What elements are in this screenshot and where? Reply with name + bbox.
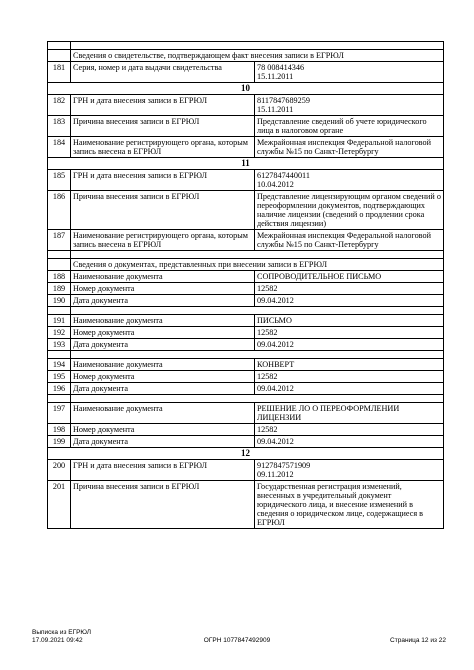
group-header-row [48,50,444,62]
table-row [48,295,444,307]
spacer-cell [71,42,444,50]
footer-page-number: Страница 12 из 22 [390,637,446,644]
spacer-cell [71,395,444,403]
row-value: 09.04.2012 [255,339,444,351]
row-value: 8117847689259 15.11.2011 [255,95,444,116]
row-label: Наименование документа [71,271,255,283]
row-value: Межрайонная инспекция Федеральной налоговой службы №15 по Санкт-Петербургу [255,137,444,158]
spacer-num-cell [48,351,71,359]
row-value: Государственная регистрация изменений, внесенных в учредительный документ юридического лица, и внесение изменений в сведения о юридическом лице, содержащиеся в ЕГРЮЛ [255,481,444,529]
egrul-table [47,41,444,529]
row-label: Наименование регистрирующего органа, которым запись внесена в ЕГРЮЛ [71,230,255,251]
row-value: Межрайонная инспекция Федеральной налоговой службы №15 по Санкт-Петербургу [255,230,444,251]
row-value: 09.04.2012 [255,295,444,307]
table-row [48,339,444,351]
row-label: Наименование документа [71,403,255,424]
spacer-row [48,251,444,259]
row-label: Номер документа [71,371,255,383]
spacer-cell [71,251,444,259]
row-number: 194 [48,359,71,371]
table-row [48,170,444,191]
spacer-row [48,307,444,315]
section-number-row [48,83,444,95]
row-label: Причина внесения записи в ЕГРЮЛ [71,191,255,230]
row-value: 09.04.2012 [255,436,444,448]
table-row [48,403,444,424]
row-label: ГРН и дата внесения записи в ЕГРЮЛ [71,460,255,481]
row-label: Номер документа [71,283,255,295]
table-row [48,371,444,383]
spacer-num-cell [48,395,71,403]
table-row [48,436,444,448]
row-value: РЕШЕНИЕ ЛО О ПЕРЕОФОРМЛЕНИИ ЛИЦЕНЗИИ [255,403,444,424]
table-row [48,481,444,529]
section-number-row [48,158,444,170]
group-header-num-cell [48,259,71,271]
row-number: 195 [48,371,71,383]
table-row [48,230,444,251]
table-row [48,283,444,295]
row-value: 12582 [255,424,444,436]
group-header-num-cell [48,50,71,62]
row-number: 193 [48,339,71,351]
row-number: 191 [48,315,71,327]
row-number: 189 [48,283,71,295]
row-number: 192 [48,327,71,339]
spacer-cell [71,351,444,359]
footer-ogrn: ОГРН 1077847492909 [203,637,271,644]
row-value: ПИСЬМО [255,315,444,327]
row-label: Номер документа [71,327,255,339]
row-label: Наименование документа [71,315,255,327]
row-value: СОПРОВОДИТЕЛЬНОЕ ПИСЬМО [255,271,444,283]
group-header-text: Сведения о свидетельстве, подтверждающем факт внесения записи в ЕГРЮЛ [71,50,444,62]
spacer-row [48,351,444,359]
row-label: Дата документа [71,436,255,448]
row-number: 181 [48,62,71,83]
row-number: 199 [48,436,71,448]
table-row [48,137,444,158]
spacer-cell [71,307,444,315]
table-row [48,359,444,371]
row-value: КОНВЕРТ [255,359,444,371]
row-value: 09.04.2012 [255,383,444,395]
spacer-row [48,395,444,403]
row-label: ГРН и дата внесения записи в ЕГРЮЛ [71,170,255,191]
row-number: 187 [48,230,71,251]
footer-doc-title: Выписка из ЕГРЮЛ [32,629,91,636]
row-value: 6127847440011 10.04.2012 [255,170,444,191]
row-number: 190 [48,295,71,307]
row-number: 197 [48,403,71,424]
row-number: 185 [48,170,71,191]
table-row [48,95,444,116]
spacer-num-cell [48,251,71,259]
row-value: Представление сведений об учете юридического лица в налоговом органе [255,116,444,137]
table-row [48,383,444,395]
row-number: 196 [48,383,71,395]
section-number: 11 [48,158,444,170]
row-label: ГРН и дата внесения записи в ЕГРЮЛ [71,95,255,116]
table-row [48,62,444,83]
row-number: 183 [48,116,71,137]
row-number: 198 [48,424,71,436]
row-label: Наименование документа [71,359,255,371]
table-row [48,327,444,339]
row-value: 9127847571909 09.11.2012 [255,460,444,481]
table-row [48,191,444,230]
table-row [48,424,444,436]
row-label: Серия, номер и дата выдачи свидетельства [71,62,255,83]
section-number: 12 [48,448,444,460]
row-label: Причина внесения записи в ЕГРЮЛ [71,116,255,137]
table-row [48,116,444,137]
table-row [48,315,444,327]
row-number: 182 [48,95,71,116]
spacer-row [48,42,444,50]
spacer-num-cell [48,307,71,315]
row-label: Наименование регистрирующего органа, которым запись внесена в ЕГРЮЛ [71,137,255,158]
row-number: 186 [48,191,71,230]
row-label: Номер документа [71,424,255,436]
row-value: 78 008414346 15.11.2011 [255,62,444,83]
table-row [48,460,444,481]
row-number: 184 [48,137,71,158]
row-value: Представление лицензирующим органом сведений о переоформлении документов, подтверждающих наличие лицензии (сведений о продлении срока действия лицензии) [255,191,444,230]
row-label: Дата документа [71,339,255,351]
row-label: Причина внесения записи в ЕГРЮЛ [71,481,255,529]
table-row [48,271,444,283]
spacer-num-cell [48,42,71,50]
row-number: 201 [48,481,71,529]
row-label: Дата документа [71,383,255,395]
group-header-row [48,259,444,271]
row-value: 12582 [255,327,444,339]
row-number: 188 [48,271,71,283]
row-value: 12582 [255,283,444,295]
section-number-row [48,448,444,460]
group-header-text: Сведения о документах, представленных при внесении записи в ЕГРЮЛ [71,259,444,271]
row-label: Дата документа [71,295,255,307]
row-number: 200 [48,460,71,481]
section-number: 10 [48,83,444,95]
row-value: 12582 [255,371,444,383]
footer-datetime: 17.09.2021 09:42 [32,636,83,644]
